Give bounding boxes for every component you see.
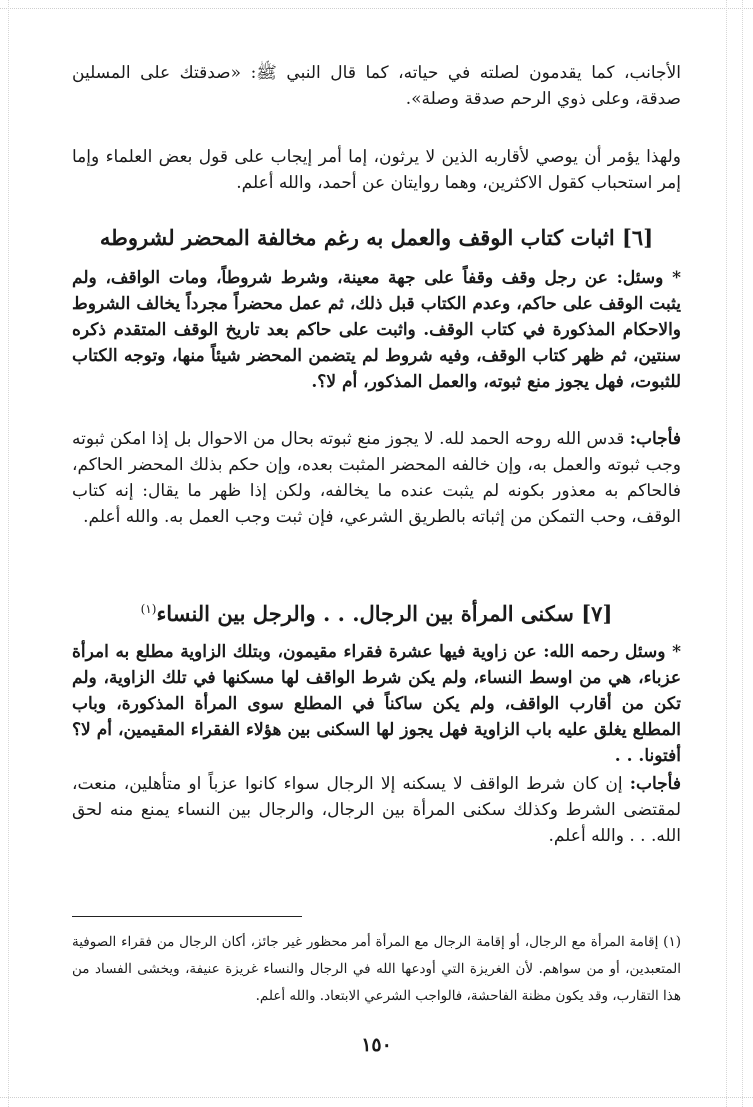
section-7-heading (72, 594, 681, 629)
paragraph-1: الأجانب، كما يقدمون لصلته في حياته، كما قال النبي ﷺ: «صدقتك على المسلين صدقة، وعلى ذوي الرحم صدقة وصلة». (72, 63, 681, 109)
scan-border-bottom (0, 1097, 753, 1098)
answer-lead: فأجاب: (629, 774, 681, 794)
section-7-title: [٧] سكنى المرأة بين الرجال. . . والرجل بين النساء (156, 601, 613, 626)
scan-border-top (0, 8, 753, 9)
paragraph-2: ولهذا يؤمر أن يوصي لأقاربه الذين لا يرثون، إما أمر إيجاب على قول بعض العلماء وإما إمر استحباب كقول الاكثرين، وهما روايتان عن أحمد، والله أعلم. (72, 147, 681, 193)
section-6-question: * وسئل: عن رجل وقف وقفاً على جهة معينة، وشرط شروطاً، ومات الواقف، ولم يثبت الوقف على حاكم، وعدم الكتاب قبل ذلك، ثم عمل محضراً مجرداً يخالف الشروط والاحكام المذكورة في كتاب الوقف. واثبت على حاكم بعد تاريخ الوقف المتقدم ذكره سنتين، ثم ظهر كتاب الوقف، وفيه شروط لم يتضمن المحضر شيئاً منها، وتوجه الكتاب للثبوت، فهل يجوز منع ثبوته، والعمل المذكور، أم لا؟. (72, 268, 681, 392)
section-7-question: * وسئل رحمه الله: عن زاوية فيها عشرة فقراء مقيمون، وبتلك الزاوية مطلع به امرأة عزباء، هي من اوسط النساء، ولم يكن شرط الواقف لها مسكنها في تلك الزاوية، ولم تكن من أقارب الواقف، ولم يكن ساكناً في المطلع سوى المرأة المذكورة، وباب المطلع يغلق عليه باب الزاوية فهل يجوز لها السكنى بين هؤلاء الفقراء المقيمين، أم لا؟ أفتونا. . . (72, 642, 681, 766)
footnote: (١) إقامة المرأة مع الرجال، أو إقامة الرجال مع المرأة أمر محظور غير جائز، أكان الرجال من فقراء الصوفية المتعبدين، أو من سواهم. لأن الغريزة التي أودعها الله في الرجال والنساء غريزة عنيفة، ويخشى الفساد من هذا التقارب، وقد يكون مظنة الفاحشة، فالواجب الشرعي الابتعاد. والله أعلم. (72, 934, 681, 1004)
section-6-heading: [٦] اثبات كتاب الوقف والعمل به رغم مخالفة المحضر لشروطه (99, 225, 654, 250)
scan-border-right (742, 0, 743, 1107)
footnote-ref: (١) (140, 602, 157, 616)
footnote-separator (72, 916, 302, 917)
answer-text: قدس الله روحه الحمد لله. لا يجوز منع ثبوته بحال من الاحوال بل إذا امكن ثبوته وجب ثبوته والعمل به، وإن خالفه المحضر المثبت بعده، وإن حكم بذلك المحضر الحاكم، فالحاكم به معذور بكونه لم يثبت عنده ما يخالفه، ولكن إذا ظهر ما يقال: إنه كتاب الوقف، وحب التمكن من إثباته بالطريق الشرعي، فإن ثبت وجب العمل به. والله أعلم. (72, 429, 681, 527)
scan-border-left (8, 0, 9, 1107)
section-6-answer (72, 426, 681, 530)
answer-lead: فأجاب: (629, 429, 681, 449)
answer-text: إن كان شرط الواقف لا يسكنه إلا الرجال سواء كانوا عزباً او متأهلين، منعت، لمقتضى الشرط وكذلك سكنى المرأة بين الرجال، والرجال بين النساء يمنع منه لحق الله. . . والله أعلم. (72, 774, 681, 846)
page-number: ١٥٠ (361, 1034, 392, 1056)
scan-border-right-inner (726, 0, 727, 1107)
section-7-answer (72, 771, 681, 849)
